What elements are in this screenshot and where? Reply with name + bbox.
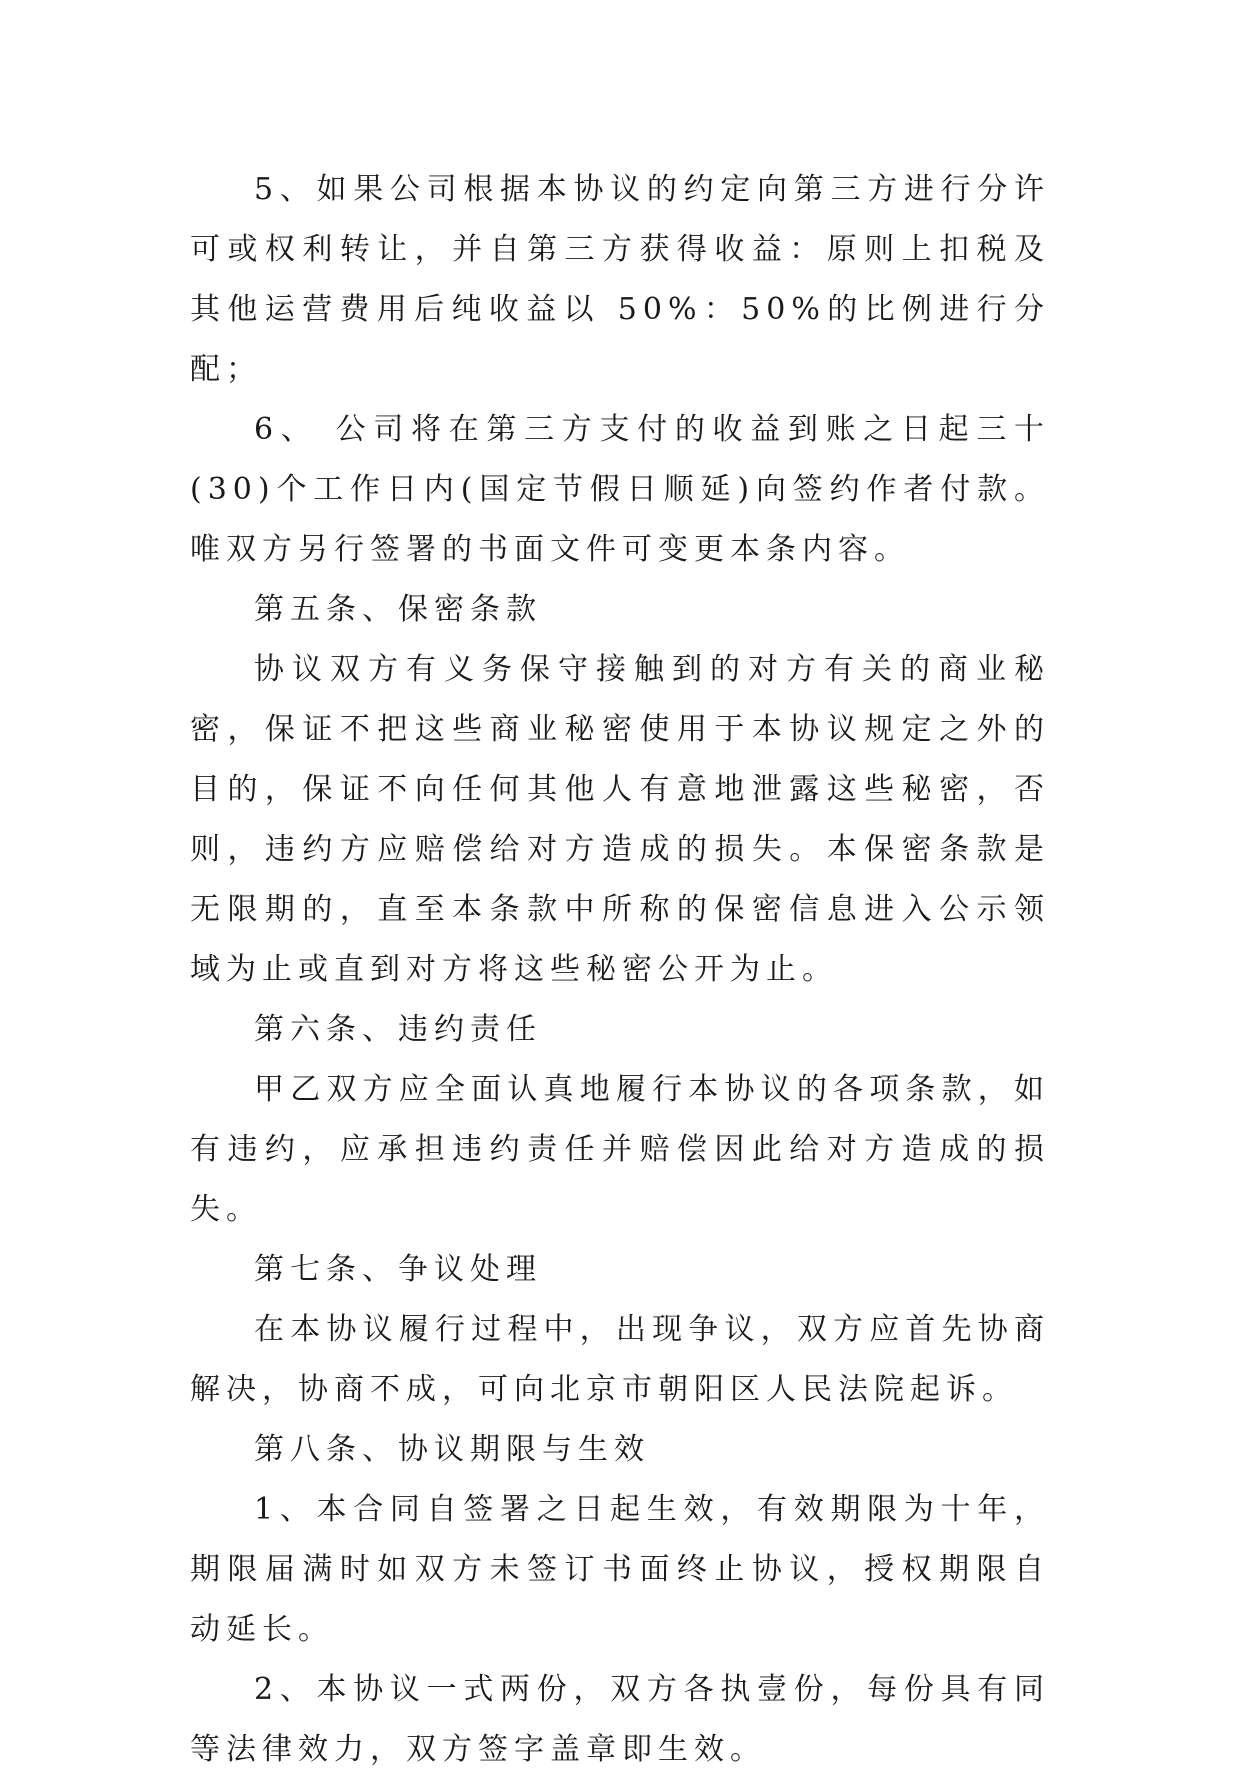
clause-6-payment-terms: 6、 公司将在第三方支付的收益到账之日起三十(30)个工作日内(国定节假日顺延)向签约作者付款。唯双方另行签署的书面文件可变更本条内容。 bbox=[190, 412, 1050, 567]
article-8-term-text: 1、本合同自签署之日起生效，有效期限为十年，期限届满时如双方未签订书面终止协议，授权期限自动延长。 bbox=[190, 1492, 1050, 1647]
article-7-dispute-text: 在本协议履行过程中，出现争议，双方应首先协商解决，协商不成，可向北京市朝阳区人民法院起诉。 bbox=[190, 1312, 1050, 1407]
article-8-copies-text: 2、本协议一式两份，双方各执壹份，每份具有同等法律效力，双方签字盖章即生效。 bbox=[190, 1672, 1050, 1767]
article-7-heading: 第七条、争议处理 bbox=[254, 1252, 542, 1287]
article-5-heading: 第五条、保密条款 bbox=[254, 592, 542, 627]
article-5-confidentiality-text: 协议双方有义务保守接触到的对方有关的商业秘密，保证不把这些商业秘密使用于本协议规定之外的目的，保证不向任何其他人有意地泄露这些秘密，否则，违约方应赔偿给对方造成的损失。本保密条款是无限期的，直至本条款中所称的保密信息进入公示领域为止或直到对方将这些秘密公开为止。 bbox=[190, 652, 1050, 987]
article-6-heading: 第六条、违约责任 bbox=[254, 1012, 542, 1047]
clause-5-revenue-share: 5、如果公司根据本协议的约定向第三方进行分许可或权利转让，并自第三方获得收益：原则上扣税及其他运营费用后纯收益以 50%：50%的比例进行分配； bbox=[190, 172, 1050, 387]
document-body bbox=[190, 160, 1050, 1780]
article-6-liability-text: 甲乙双方应全面认真地履行本协议的各项条款，如有违约，应承担违约责任并赔偿因此给对方造成的损失。 bbox=[190, 1072, 1050, 1227]
article-8-heading: 第八条、协议期限与生效 bbox=[254, 1432, 650, 1467]
